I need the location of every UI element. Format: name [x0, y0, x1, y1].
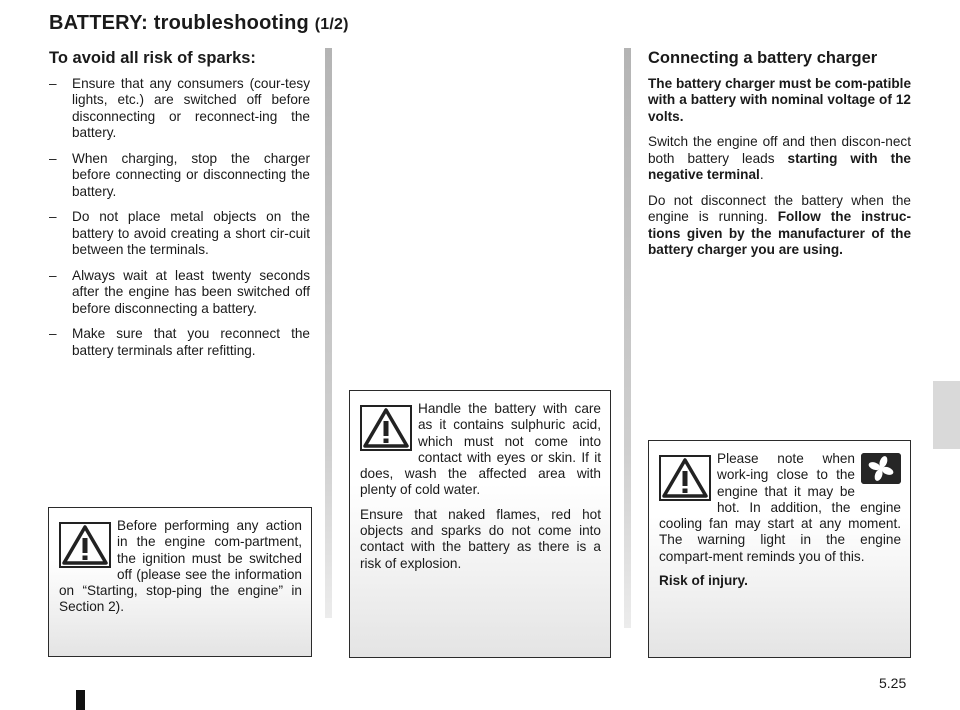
page-number: 5.25	[879, 675, 907, 691]
left-column	[49, 50, 310, 368]
text-span: Do not disconnect the battery when the engine is running.	[648, 192, 911, 224]
charger-heading: Connecting a battery charger	[648, 49, 878, 67]
warning-triangle-icon	[59, 522, 111, 568]
bullet-dash: –	[49, 209, 57, 224]
explosion-warning-text: Ensure that naked flames, red hot objects and sparks do not come into contact with the battery as there is a risk of explosion.	[360, 506, 601, 571]
list-item	[49, 326, 310, 359]
acid-warning-text: Handle the battery with care as it contains sulphuric acid, which must not come into contact with eyes or skin. If it does, wash the affected area with plenty of cold water.	[360, 401, 601, 498]
warning-triangle-icon	[659, 455, 711, 501]
sparks-heading: To avoid all risk of sparks:	[49, 49, 256, 67]
text-span: Please note when work-ing close to the engine that it may be hot. In addition, the engine cooling fan may start at any moment. The	[659, 451, 901, 548]
crop-mark	[76, 690, 85, 710]
list-item	[49, 268, 310, 318]
list-item	[49, 151, 310, 201]
cooling-fan-warning-icon	[861, 453, 901, 484]
bullet-dash: –	[49, 326, 57, 341]
right-column	[648, 50, 911, 268]
text-span: .	[759, 167, 764, 182]
charger-disconnect-text	[648, 134, 911, 184]
text-span: warning light in the engine compart-ment reminds you of this.	[659, 532, 902, 564]
bullet-dash: –	[49, 150, 57, 166]
text-span-bold: Follow the instruc-tions given by the manufacturer of the battery charger you are using.	[648, 209, 911, 257]
list-item-text: When charging, stop the charger before connecting or disconnecting the battery.	[72, 150, 310, 199]
text-span: Switch the engine off and then discon-nect both battery leads	[648, 134, 911, 166]
ignition-warning-text: Before performing any action in the engine com-partment, the ignition must be switched off (please see the information on “Starting, stop-ping the engine” in Section 2).	[59, 518, 302, 615]
section-side-tab	[933, 381, 960, 449]
list-item-text: Ensure that any consumers (cour-tesy lights, etc.) are switched off before disconnecting or reconnect-ing the battery.	[72, 75, 310, 140]
ignition-warning-box	[48, 507, 312, 657]
bullet-dash: –	[49, 267, 57, 283]
acid-warning-box	[349, 390, 611, 658]
list-item	[49, 76, 310, 142]
column-divider-right	[624, 48, 631, 628]
charger-instructions-text	[648, 193, 911, 259]
column-divider-left	[325, 48, 332, 618]
list-item-text: Always wait at least twenty seconds after the engine has been switched off before disconnecting a battery.	[72, 267, 310, 316]
text-span-bold: starting with the negative terminal	[648, 150, 911, 182]
list-item-text: Make sure that you reconnect the battery terminals after refitting.	[72, 326, 310, 358]
page-title-text: BATTERY: troubleshooting	[49, 12, 309, 34]
page-title	[49, 12, 349, 35]
page-title-part: (1/2)	[314, 16, 349, 33]
bullet-dash: –	[49, 75, 57, 91]
injury-risk-text: Risk of injury.	[659, 573, 748, 589]
fan-warning-box	[648, 440, 911, 658]
list-item	[49, 209, 310, 259]
list-item-text: Do not place metal objects on the battery to avoid creating a short cir-cuit between the terminals.	[72, 209, 310, 257]
warning-triangle-icon	[360, 405, 412, 451]
charger-compat-text: The battery charger must be com-patible with a battery with nominal voltage of 12 volts.	[648, 75, 911, 124]
